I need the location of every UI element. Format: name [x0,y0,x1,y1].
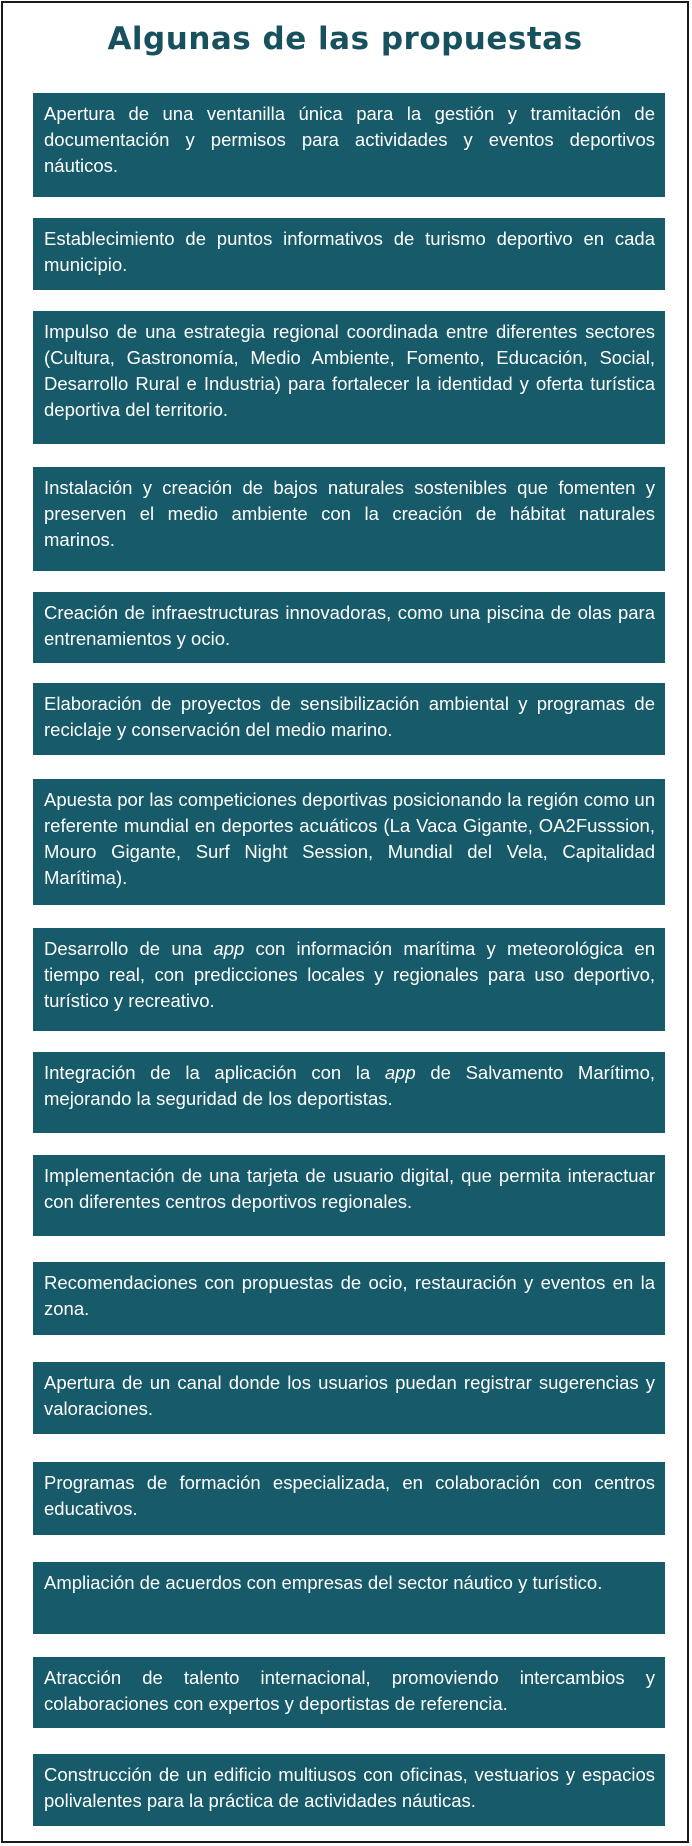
panel-title: Algunas de las propuestas [107,21,583,57]
proposal-text: Impulso de una estrategia regional coordinada entre diferentes sectores (Cultura, Gastronomía, Medio Ambiente, Fomento, Educación, Social, Desarrollo Rural e Industria) para fortalecer la identidad y oferta turística deportiva del territorio. [44,321,655,420]
proposal-text: Construcción de un edificio multiusos con oficinas, vestuarios y espacios polivalentes para la práctica de actividades náuticas. [44,1764,655,1811]
proposal-item-7 [33,779,665,905]
proposal-item-2 [33,218,665,290]
proposal-text: Apertura de una ventanilla única para la gestión y tramitación de documentación y permisos para actividades y eventos deportivos náuticos. [44,103,655,176]
proposal-text: Ampliación de acuerdos con empresas del sector náutico y turístico. [44,1572,603,1593]
proposal-text: Establecimiento de puntos informativos de turismo deportivo en cada municipio. [44,228,655,275]
proposal-text: Creación de infraestructuras innovadoras, como una piscina de olas para entrenamientos y ocio. [44,602,655,649]
proposal-text-emphasis: app [213,938,245,959]
proposal-text-end: con información marítima y meteorológica en tiempo real, con predicciones locales y regionales para uso deportivo, turístico y recreativo. [44,938,656,1011]
proposal-item-14 [33,1562,665,1634]
proposals-panel [1,1,689,1843]
proposal-item-8 [33,928,665,1031]
proposal-item-3 [33,311,665,444]
proposal-text-start: Integración de la aplicación con la [44,1062,385,1083]
proposal-item-16 [33,1754,665,1826]
proposal-item-12 [33,1362,665,1434]
proposal-item-13 [33,1462,665,1535]
proposal-item-9 [33,1052,665,1133]
proposal-item-1 [33,93,665,197]
proposal-text: Atracción de talento internacional, promoviendo intercambios y colaboraciones con expertos y deportistas de referencia. [44,1667,655,1714]
proposal-item-15 [33,1657,665,1728]
proposal-text: Implementación de una tarjeta de usuario digital, que permita interactuar con diferentes centros deportivos regionales. [44,1165,655,1212]
proposal-text-start: Desarrollo de una [44,938,214,959]
proposal-text: Apertura de un canal donde los usuarios puedan registrar sugerencias y valoraciones. [44,1372,655,1419]
proposal-item-11 [33,1262,665,1335]
proposal-item-4 [33,467,665,571]
proposal-text: Recomendaciones con propuestas de ocio, restauración y eventos en la zona. [44,1272,655,1319]
proposal-text-end: de Salvamento Marítimo, mejorando la seguridad de los deportistas. [44,1062,655,1109]
proposal-text: Elaboración de proyectos de sensibilización ambiental y programas de reciclaje y conservación del medio marino. [44,693,655,740]
proposal-item-5 [33,592,665,663]
proposal-item-10 [33,1155,665,1236]
proposal-text: Programas de formación especializada, en colaboración con centros educativos. [44,1472,655,1519]
proposal-item-6 [33,683,665,755]
proposal-text: Apuesta por las competiciones deportivas posicionando la región como un referente mundial en deportes acuáticos (La Vaca Gigante, OA2Fusssion, Mouro Gigante, Surf Night Session, Mundial del Vela, Capitalidad Marítima). [44,789,655,888]
proposal-text: Instalación y creación de bajos naturales sostenibles que fomenten y preserven el medio ambiente con la creación de hábitat naturales marinos. [44,477,655,550]
proposal-text-emphasis: app [384,1062,416,1083]
